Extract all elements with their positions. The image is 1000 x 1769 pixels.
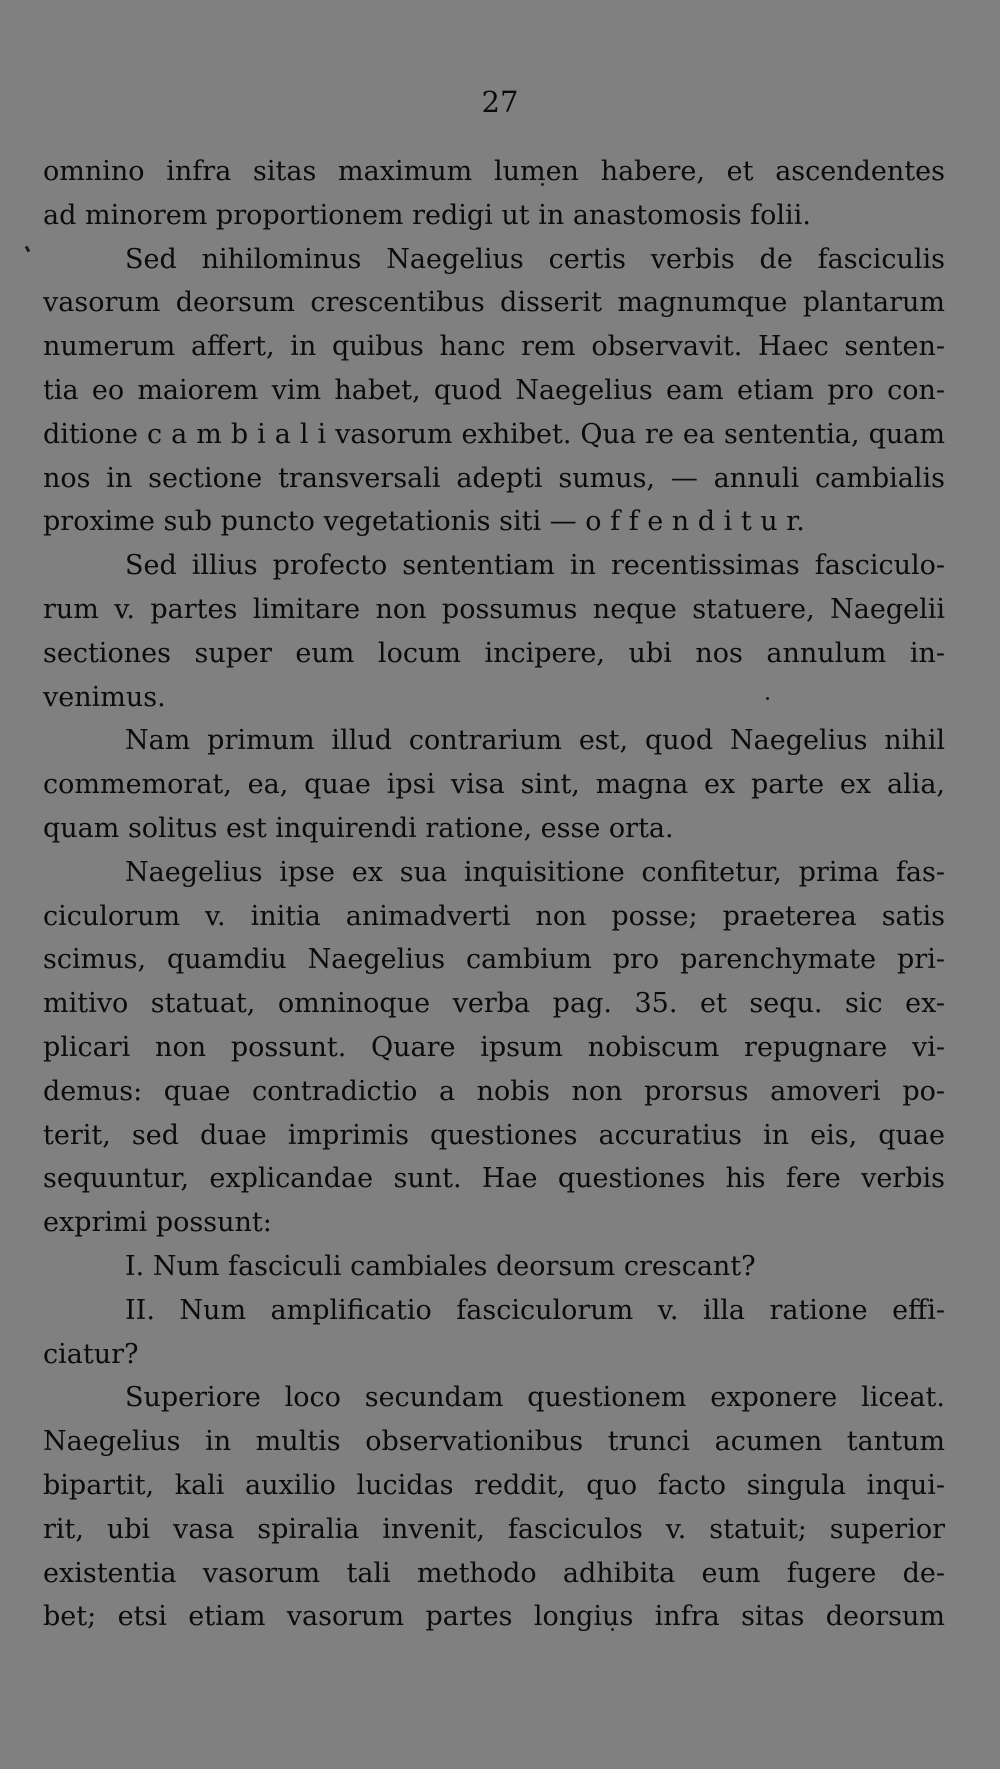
- text-line: sectiones super eum locum incipere, ubi nos annulum in-: [43, 637, 945, 669]
- text-line: omnino infra sitas maximum lumen habere, et ascendentes: [43, 156, 945, 187]
- text-line: sequuntur, explicandae sunt. Hae questiones his fere verbis: [43, 1163, 945, 1195]
- text-line: Nam primum illud contrarium est, quod Naegelius nihil: [125, 725, 945, 757]
- text-line: existentia vasorum tali methodo adhibita eum fugere de-: [43, 1557, 945, 1589]
- text-line: bipartit, kali auxilio lucidas reddit, quo facto singula inqui-: [43, 1469, 945, 1501]
- text-line: ciatur?: [43, 1338, 139, 1370]
- text-line: terit, sed duae imprimis questiones accuratius in eis, quae: [43, 1119, 945, 1151]
- text-line: Naegelius in multis observationibus trunci acumen tantum: [43, 1426, 945, 1458]
- text-line: rum v. partes limitare non possumus neque statuere, Naegelii: [43, 593, 945, 625]
- text-line: venimus.: [43, 681, 166, 713]
- text-line: demus: quae contradictio a nobis non prorsus amoveri po-: [43, 1075, 945, 1107]
- margin-mark: [25, 246, 31, 253]
- text-line: Superiore loco secundam questionem exponere liceat.: [125, 1382, 945, 1414]
- text-line: nos in sectione transversali adepti sumus, — annuli cambialis: [43, 462, 945, 494]
- text-line: proxime sub puncto vegetationis siti — o f f e n d i t u r.: [43, 506, 805, 538]
- page-number: 27: [481, 85, 519, 119]
- text-line: mitivo statuat, omninoque verba pag. 35. et sequ. sic ex-: [43, 988, 945, 1020]
- text-line: Naegelius ipse ex sua inquisitione confitetur, prima fas-: [125, 856, 945, 888]
- text-line: ditione c a m b i a l i vasorum exhibet. Qua re ea sententia, quam: [43, 418, 945, 450]
- text-line: Sed illius profecto sententiam in recentissimas fasciculo-: [125, 550, 945, 582]
- text-line: II. Num amplificatio fasciculorum v. illa ratione effi-: [125, 1294, 945, 1326]
- text-line: tia eo maiorem vim habet, quod Naegelius eam etiam pro con-: [43, 374, 945, 406]
- text-line: ciculorum v. initia animadverti non posse; praeterea satis: [43, 900, 945, 932]
- text-line: ad minorem proportionem redigi ut in anastomosis folii.: [43, 199, 811, 231]
- text-line: Sed nihilominus Naegelius certis verbis de fasciculis: [125, 243, 945, 275]
- text-line: scimus, quamdiu Naegelius cambium pro parenchymate pri-: [43, 944, 945, 976]
- text-line: quam solitus est inquirendi ratione, esse orta.: [43, 812, 674, 844]
- text-line: vasorum deorsum crescentibus disserit magnumque plantarum: [43, 287, 945, 319]
- text-line: bet; etsi etiam vasorum partes longius infra sitas deorsum: [43, 1601, 945, 1633]
- body-text: [43, 150, 945, 1639]
- text-line: rit, ubi vasa spiralia invenit, fasciculos v. statuit; superior: [43, 1513, 945, 1545]
- text-line: exprimi possunt:: [43, 1207, 272, 1239]
- text-line: commemorat, ea, quae ipsi visa sint, magna ex parte ex alia,: [43, 769, 945, 801]
- text-line: numerum affert, in quibus hanc rem observavit. Haec senten-: [43, 331, 945, 363]
- text-line: plicari non possunt. Quare ipsum nobiscum repugnare vi-: [43, 1031, 945, 1063]
- text-line: I. Num fasciculi cambiales deorsum crescant?: [125, 1250, 756, 1282]
